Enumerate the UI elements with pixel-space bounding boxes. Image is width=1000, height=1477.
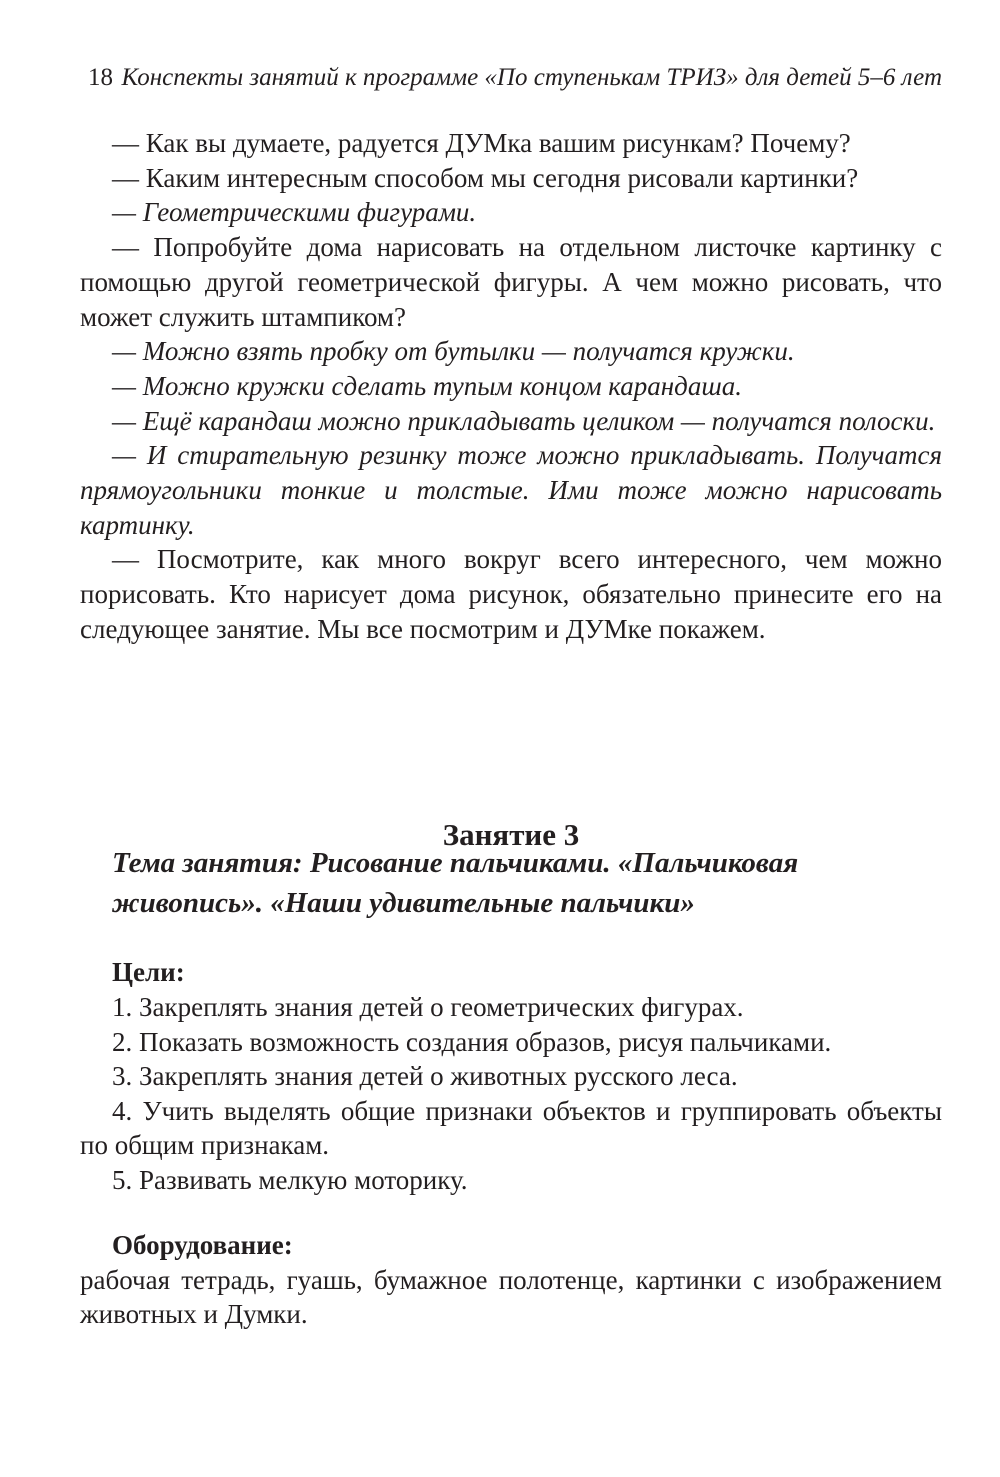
dialogue-line: — Геометрическими фигурами. (112, 197, 477, 228)
goal-item: 3. Закреплять знания детей о животных русского леса. (112, 1061, 738, 1091)
goal-item: 2. Показать возможность создания образов, рисуя пальчиками. (112, 1026, 832, 1057)
goal-item: 5. Развивать мелкую моторику. (112, 1164, 468, 1195)
dialogue-line: — Попробуйте дома нарисовать на отдельном листочке картинку с помощью другой геометрической фигуры. А чем можно рисовать, что может служить штампиком? (80, 232, 942, 332)
dialogue-line: — И стирательную резинку тоже можно прикладывать. Получатся прямоугольники тонкие и толстые. Ими тоже можно нарисовать картинку. (80, 440, 942, 540)
goals-heading: Цели: (112, 957, 185, 987)
page-number: 18 (88, 64, 113, 91)
lesson-topic: Тема занятия: Рисование пальчиками. «Пальчиковая живопись». «Наши удивительные пальчики» (112, 847, 799, 919)
running-title: Конспекты занятий к программе «По ступенькам ТРИЗ» для детей 5–6 лет (121, 64, 942, 91)
dialogue-line: — Можно взять пробку от бутылки — получатся кружки. (112, 336, 795, 367)
running-head (88, 58, 942, 98)
dialogue-section (80, 126, 942, 647)
goals-section (80, 955, 942, 1197)
dialogue-line: — Каким интересным способом мы сегодня рисовали картинки? (112, 162, 859, 193)
dialogue-line: — Как вы думаете, радуется ДУМка вашим рисункам? Почему? (112, 128, 851, 158)
equipment-section (80, 1228, 942, 1331)
lesson-title: Занятие 3 (442, 816, 580, 852)
dialogue-line: — Посмотрите, как много вокруг всего интересного, чем можно порисовать. Кто нарисует дома рисунок, обязательно принесите его на следующее занятие. Мы все посмотрим и ДУМке покажем. (80, 544, 942, 644)
goal-item: 4. Учить выделять общие признаки объектов и группировать объекты по общим признакам. (80, 1095, 942, 1160)
goal-item: 1. Закреплять знания детей о геометрических фигурах. (112, 992, 744, 1022)
equipment-heading: Оборудование: (112, 1230, 293, 1260)
equipment-text: рабочая тетрадь, гуашь, бумажное полотенце, картинки с изображением животных и Думки. (80, 1265, 942, 1329)
dialogue-line: — Можно кружки сделать тупым концом карандаша. (112, 370, 742, 401)
dialogue-line: — Ещё карандаш можно прикладывать целиком — получатся полоски. (112, 405, 936, 436)
